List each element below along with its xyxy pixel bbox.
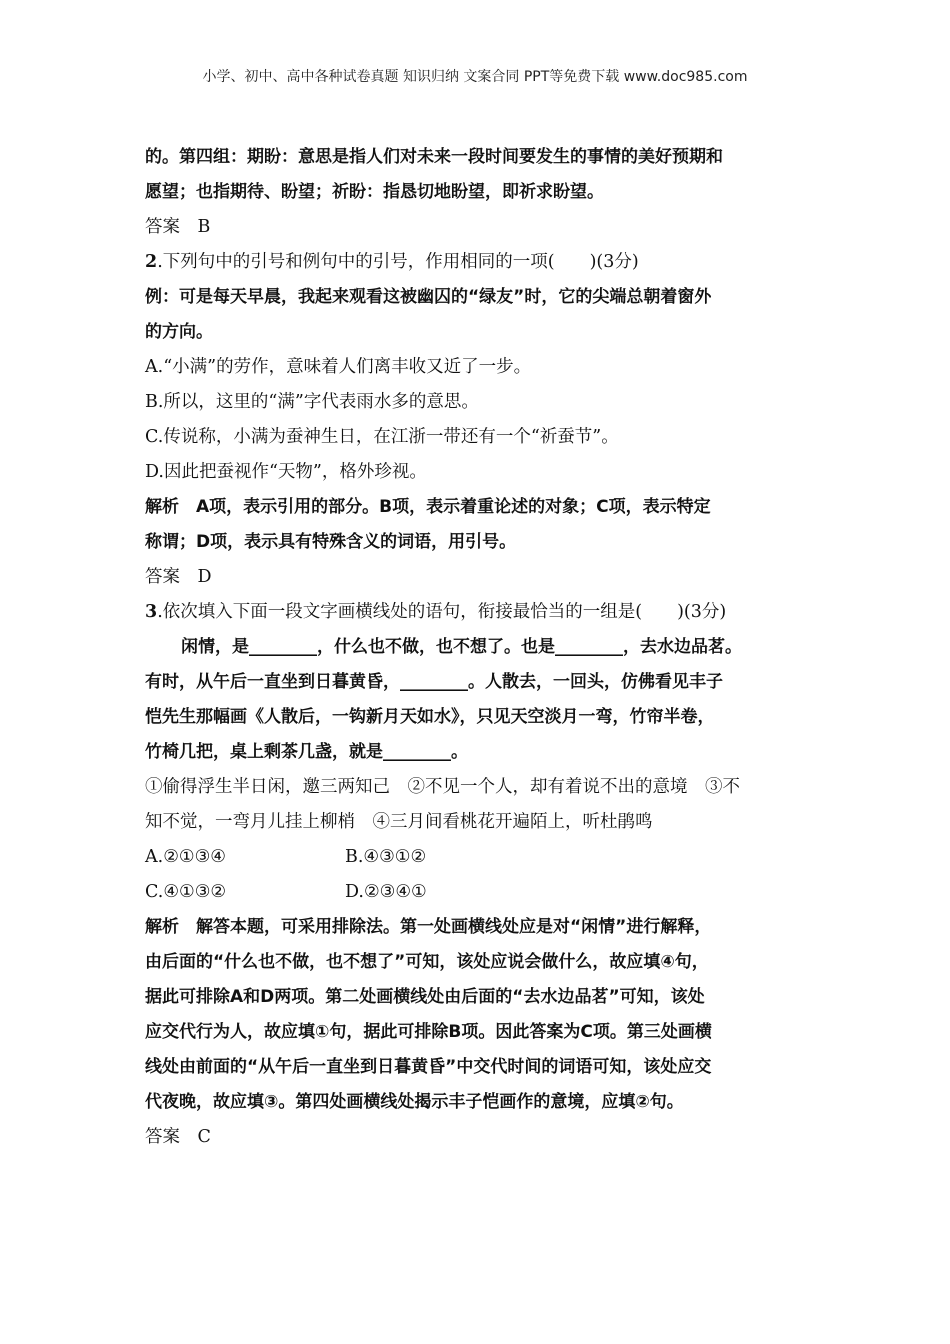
q3-stem: .依次填入下面一段文字画横线处的语句，衔接最恰当的一组是( )(3分) xyxy=(157,602,727,622)
answer-label: 答案 xyxy=(145,217,180,237)
q3-analysis-line-3: 据此可排除A和D两项。第二处画横线处由后面的“去水边品茗”可知，该处 xyxy=(145,987,705,1007)
answer-value: C xyxy=(197,1127,211,1147)
q3-items-line-1: ①偷得浮生半日闲，邀三两知己 ②不见一个人，却有着说不出的意境 ③不 xyxy=(145,777,740,797)
answer-2 xyxy=(145,560,810,595)
q2-option-d: D.因此把蚕视作“天物”，格外珍视。 xyxy=(145,462,427,482)
page-header: 小学、初中、高中各种试卷真题 知识归纳 文案合同 PPT等免费下载 www.doc985.com xyxy=(202,69,748,85)
q3-analysis-line-1 xyxy=(145,910,810,945)
intro-line-2: 愿望；也指期待、盼望；祈盼：指恳切地盼望，即祈求盼望。 xyxy=(145,182,604,202)
q3-passage-line-2: 有时，从午后一直坐到日暮黄昏，________。人散去，一回头，仿佛看见丰子 xyxy=(145,672,723,692)
q3-analysis-line-4: 应交代行为人，故应填①句，据此可排除B项。因此答案为C项。第三处画横 xyxy=(145,1022,712,1042)
q2-option-c: C.传说称，小满为蚕神生日，在江浙一带还有一个“祈蚕节”。 xyxy=(145,427,619,447)
analysis-label: 解析 xyxy=(145,497,179,517)
q2-example-line-2: 的方向。 xyxy=(145,322,213,342)
answer-1 xyxy=(145,210,810,245)
q3-option-d: D.②③④① xyxy=(345,882,427,902)
q3-option-b: B.④③①② xyxy=(345,847,427,867)
q2-example-line-1: 例：可是每天早晨，我起来观看这被幽囚的“绿友”时，它的尖端总朝着窗外 xyxy=(145,287,712,307)
q3-passage-line-4: 竹椅几把，桌上剩茶几盏，就是________。 xyxy=(145,742,468,762)
q2-number: 2 xyxy=(145,252,158,272)
q2-analysis-line-2: 称谓；D项，表示具有特殊含义的词语，用引号。 xyxy=(145,532,517,552)
q2-analysis-text-1: A项，表示引用的部分。B项，表示着重论述的对象；C项，表示特定 xyxy=(196,497,711,517)
q2-stem: .下列句中的引号和例句中的引号，作用相同的一项( )(3分) xyxy=(157,252,639,272)
q3-stem-line xyxy=(145,595,810,630)
q2-option-b: B.所以，这里的“满”字代表雨水多的意思。 xyxy=(145,392,479,412)
intro-line-1: 的。第四组：期盼：意思是指人们对未来一段时间要发生的事情的美好预期和 xyxy=(145,147,723,167)
q3-analysis-line-6: 代夜晚，故应填③。第四处画横线处揭示丰子恺画作的意境，应填②句。 xyxy=(145,1092,684,1112)
q3-analysis-line-5: 线处由前面的“从午后一直坐到日暮黄昏”中交代时间的词语可知，该处应交 xyxy=(145,1057,712,1077)
answer-label: 答案 xyxy=(145,567,180,587)
q3-analysis-line-2: 由后面的“什么也不做，也不想了”可知，该处应说会做什么，故应填④句， xyxy=(145,952,709,972)
q3-option-c: C.④①③② xyxy=(145,882,227,902)
analysis-label: 解析 xyxy=(145,917,179,937)
q2-stem-line xyxy=(145,245,810,280)
q3-passage-line-3: 恺先生那幅画《人散后，一钩新月天如水》，只见天空淡月一弯，竹帘半卷， xyxy=(145,707,715,727)
document-body xyxy=(145,140,810,1155)
answer-label: 答案 xyxy=(145,1127,180,1147)
q3-number: 3 xyxy=(145,602,158,622)
answer-value: B xyxy=(197,217,211,237)
answer-value: D xyxy=(197,567,212,587)
q2-option-a: A.“小满”的劳作，意味着人们离丰收又近了一步。 xyxy=(145,357,532,377)
q3-passage-line-1: 闲情，是________，什么也不做，也不想了。也是________，去水边品茗。 xyxy=(181,637,742,657)
q3-options-row-2 xyxy=(145,875,810,910)
q2-analysis-line-1 xyxy=(145,490,810,525)
q3-option-a: A.②①③④ xyxy=(145,847,226,867)
q3-analysis-text-1: 解答本题，可采用排除法。第一处画横线处应是对“闲情”进行解释， xyxy=(196,917,712,937)
q3-options-row-1 xyxy=(145,840,810,875)
q3-items-line-2: 知不觉，一弯月儿挂上柳梢 ④三月间看桃花开遍陌上，听杜鹃鸣 xyxy=(145,812,653,832)
answer-3 xyxy=(145,1120,810,1155)
